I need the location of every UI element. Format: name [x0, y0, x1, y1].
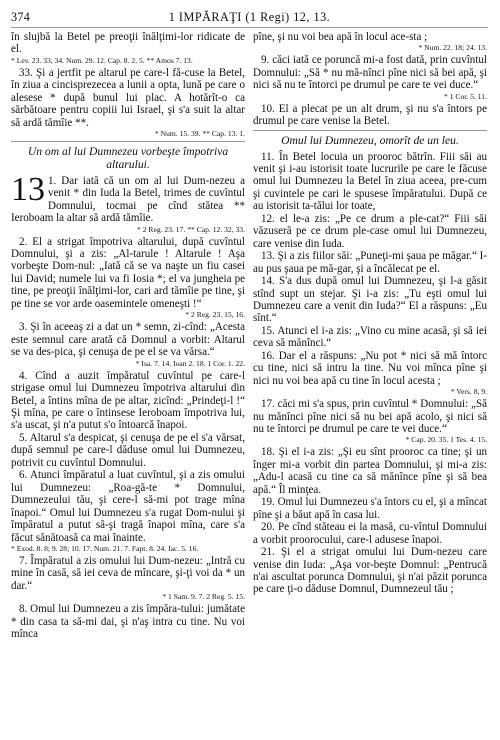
running-title: 1 IMPĂRAŢI (1 Regi) 12, 13.	[168, 10, 331, 24]
verse-6: 6. Atunci împăratul a luat cuvîntul, şi a zis omului lui Dumnezeu: „Roa-gă-te * Domnului, Dumnezeului tău, şi cere-l să-mi pot trage mîna înapoi.“ Omul lui Dumnezeu s'a rugat Dom-nului şi împăratul a putut să-şi tragă înapoi mîna, care s'a făcut sănătoasă ca mai înainte.	[11, 469, 245, 544]
footnote: * 1 Cor. 5. 11.	[444, 91, 487, 101]
verse-5: 5. Altarul s'a despicat, şi cenuşa de pe el s'a vărsat, după semnul pe care-l dăduse omul lui Dumnezeu, potrivit cu cuvîntul Domnului.	[11, 431, 245, 469]
footnote: * Lev. 23. 33, 34. Num. 29. 12. Cap. 8. 2, 5. ** Amos 7. 13.	[11, 55, 193, 65]
verse-11: 11. În Betel locuia un prooroc bătrîn. Fiii săi au venit şi i-au istorisit toate lucrurile pe care le făcuse omul lui Dumnezeu la Betel în ziua aceea, pre-cum şi cuvintele pe cari le spusese împăratului. După ce au istorisit ta-tălui lor toate,	[253, 150, 487, 213]
verse-7: 7. Împăratul a zis omului lui Dum-nezeu: „Intră cu mine în casă, să iei ceva de mîncare, şi-ţi voi da * un dar.“	[11, 555, 245, 592]
verse-12: 12. el le-a zis: „Pe ce drum a ple-cat?“ Fiii săi văzuseră pe ce drum ple-case omul lui Dumnezeu, care venise din Iuda.	[253, 212, 487, 250]
divider	[11, 141, 245, 142]
verse-20: 20. Pe cînd stăteau ei la masă, cu-vîntul Domnului a vorbit proorocului, care-l adusese înapoi.	[253, 521, 487, 546]
verse-21: 21. Şi el a strigat omului lui Dum-nezeu care venise din Iuda: „Aşa vor-beşte Domnul: „Pentrucă n'ai ascultat porunca Domnului, şi n'ai păzit porunca pe care ţi-o dăduse Domnul, Dumnezeul tău ;	[253, 546, 487, 596]
footnote: * Vers. 8, 9.	[450, 387, 487, 397]
verse-1: 13 1. Dar iată că un om al lui Dum-nezeu a venit * din Iuda la Betel, trimes de cuvîntul Domnului, tocmai pe cînd stătea ** Ieroboam la altar să ardă tămîie.	[11, 170, 245, 225]
chapter-number: 13	[11, 170, 45, 208]
verse-19: 19. Omul lui Dumnezeu s'a întors cu el, şi a mîncat pîne şi a băut apă în casa lui.	[253, 496, 487, 521]
verse-8: 8. Omul lui Dumnezeu a zis împăra-tului: jumătate * din casa ta să-mi dai, şi n'aş intra cu tine. Nu voi mînca	[11, 603, 245, 641]
right-column	[253, 31, 487, 641]
verse-10: 10. El a plecat pe un alt drum, şi nu s'a întors pe drumul pe care venise la Betel.	[253, 102, 487, 128]
footnote: * Num. 15. 39. ** Cap. 13. 1.	[154, 129, 245, 139]
divider	[253, 130, 487, 131]
footnote: * 1 Sam. 9. 7. 2 Reg. 5. 15.	[162, 592, 245, 602]
footnote: * Isa. 7. 14. Ioan 2. 18. 1 Cor. 1. 22.	[135, 358, 245, 368]
verse-3: 3. Şi în aceeaş zi a dat un * semn, zi-cînd: „Acesta este semnul care arată că Domnul a vorbit: Altarul se va des-pica, şi cenuşa de pe el se va vărsa.“	[11, 321, 245, 359]
page-header	[11, 10, 488, 28]
footnote: * 2 Reg. 23. 15, 16.	[185, 310, 245, 320]
footnote: * 2 Reg. 23. 17. ** Cap. 12. 32, 33.	[137, 224, 245, 234]
verse-13: 13. Şi a zis fiilor săi: „Puneţi-mi şaua pe măgar.“ I-au pus şaua pe mă-gar, şi a încălecat pe el.	[253, 250, 487, 275]
verse-2: 2. El a strigat împotriva altarului, după cuvîntul Domnului, şi a zis: „Al-tarule ! Altarule ! Aşa vorbeşte Dom-nul: „Iată că se va naşte un fiu casei lui David; numele lui va fi Iosia *; el va jungheia pe tine, pe preoţii înălţimi-lor, cari ard tămîie pe tine, şi pe tine se vor arde oasemintele omeneşti !“	[11, 235, 245, 310]
section-heading: Omul lui Dumnezeu, omorît de un leu.	[281, 133, 459, 147]
left-column	[11, 31, 245, 641]
verse-15: 15. Atunci el i-a zis: „Vino cu mine acasă, şi să iei ceva să mănînci.“	[253, 324, 487, 350]
verse-18: 18. Şi el i-a zis: „Şi eu sînt prooroc ca tine; şi un înger mi-a vorbit din partea Domnului, şi mi-a zis: „Adu-l acasă cu tine ca să mănînce pîne şi să bea apă.“ Îl minţea.	[253, 446, 487, 496]
footnote: * Exod. 8. 8; 9. 28; 10. 17. Num. 21. 7. Fapt. 8. 24. Iac. 5. 16.	[11, 544, 199, 553]
verse-4: 4. Cînd a auzit împăratul cuvîntul pe care-l strigase omul lui Dumnezeu împotriva altarului din Betel, a întins mîna de pe altar, zicînd: „Prindeţi-l !“ Şi mîna, pe care o întinsese Ieroboam împotriva lui, s'a uscat, şi n'a putut s'o întoarcă înapoi.	[11, 369, 245, 432]
verse-text: în slujbă la Betel pe preoţii înălţimi-lor ridicate de el.	[11, 31, 245, 56]
verse-16: 16. Dar el a răspuns: „Nu pot * nici să mă întorc cu tine, nici să intru la tine. Nu voi mînca pîne şi nici nu voi bea apă cu tine în locul acesta ;	[253, 349, 487, 387]
footnote: * Num. 22. 18; 24. 13.	[418, 43, 487, 53]
verse-33: 33. Şi a jertfit pe altarul pe care-l fă-cuse la Betel, în ziua a cincisprezecea a lunii a opta, lună pe care o alesese * după bunul lui plac. A hotărît-o ca sărbătoare pentru copiii lui Israel, şi s'a suit la altar să ardă tămîie **.	[11, 66, 245, 129]
verse-9: 9. căci iată ce poruncă mi-a fost dată, prin cuvîntul Domnului: „Să * nu mă-nînci pîne nici să bei apă, şi nici să nu te întorci pe drumul pe care te vei duce.“	[253, 54, 487, 92]
page-number: 374	[11, 10, 31, 24]
verse-text: pîne, şi nu voi bea apă în locul ace-sta ;	[253, 31, 428, 43]
verse-14: 14. S'a dus după omul lui Dumnezeu, şi l-a găsit stînd supt un stejar. Şi i-a zis: „Tu eşti omul lui Dumnezeu care a venit din Iuda?“ El a răspuns: „Eu sînt.“	[253, 275, 487, 325]
footnote: * Cap. 20. 35. 1 Tes. 4. 15.	[405, 435, 487, 445]
section-heading: Un om al lui Dumnezeu vorbeşte împotriva altarului.	[27, 145, 229, 171]
verse-17: 17. căci mi s'a spus, prin cuvîntul * Domnului: „Să nu mănînci pîne nici să nu bei apă acolo, şi nici să nu te întorci pe drumul pe care te vei duce.“	[253, 398, 487, 436]
